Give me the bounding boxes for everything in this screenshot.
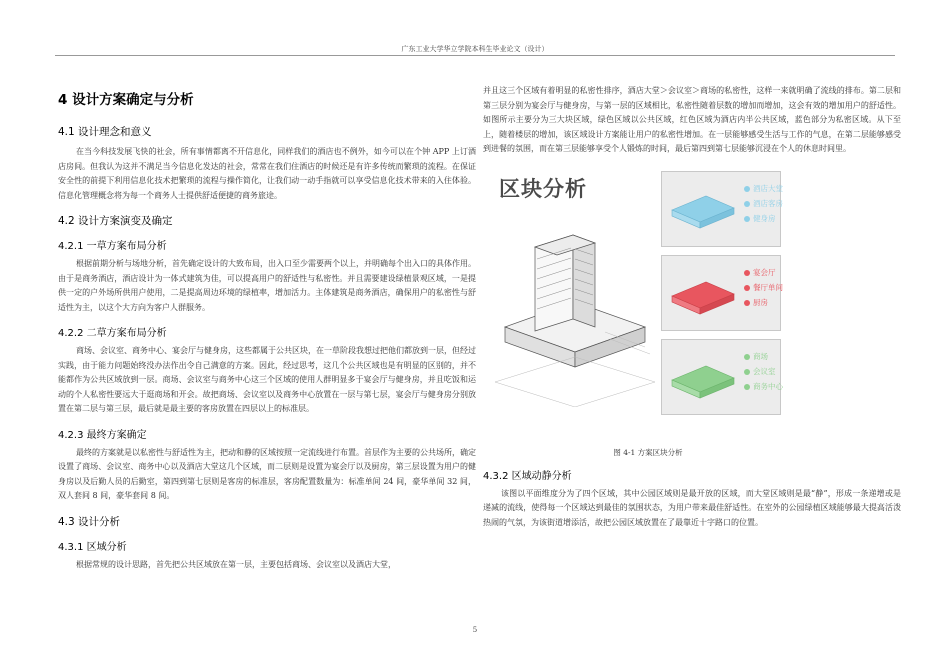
figure-caption: 图 4-1 方案区块分析 — [613, 447, 683, 457]
section-4-3-title: 4.3 设计分析 — [58, 515, 121, 528]
building-illustration — [495, 207, 655, 407]
section-4-2-2-paragraph: 商场、会议室、商务中心、宴会厅与健身房，这些都属于公共区块，在一草阶段我想过把他们都放到一层，但经过实践，由于能力问题始终没办法作出令自己满意的方案。因此，经过思考，这几个公共区域也是有明显的区别的，并不能都作为公共区域放到一层。商场、会议室与商务中心这三个区域的使用人群明显多于宴会厅与健身房，并且吃饭和运动的个人私密性要远大于逛商场和开会。故把商场、会议室以及商务中心放置在一层与第七层，宴会厅与健身房分别放置在第二层与第三层，最后就是最主要的客房放置在四层以上的标准层。 — [58, 346, 476, 413]
section-4-3-1-paragraph: 根据常规的设计思路，首先把公共区域放在第一层，主要包括商场、会议室以及酒店大堂， — [76, 559, 396, 569]
section-4-2-3-title: 4.2.3 最终方案确定 — [58, 429, 147, 441]
legend-dot-red — [744, 285, 750, 291]
left-column — [58, 62, 476, 572]
section-4-3-2-title: 4.3.2 区域动静分析 — [483, 470, 572, 482]
section-4-2-1-title: 4.2.1 一草方案布局分析 — [58, 241, 167, 252]
legend-dot-red — [744, 270, 750, 276]
legend-dot-green — [744, 384, 750, 390]
legend-dot-blue — [744, 186, 750, 192]
floor-block-blue — [668, 184, 738, 234]
floor-block-green — [668, 354, 738, 404]
legend-dot-blue — [744, 201, 750, 207]
legend-dot-green — [744, 354, 750, 360]
section-4-3-2-paragraph: 该图以平面维度分为了四个区域，其中公园区域则是最开放的区域，而大堂区域则是最“静”，形成一条递增或是递减的流线，使得每一个区域达到最佳的氛围状态，为用户带来最佳舒适性。在室外的公园绿植区域能够最大提高活泼热闹的气氛，为该街道增添活，故把公园区域放置在了最靠近十字路口的位置。 — [483, 488, 901, 527]
legend-dot-red — [744, 300, 750, 306]
legend-red-2: 餐厅单间 — [744, 282, 783, 293]
legend-dot-green — [744, 369, 750, 375]
legend-green-2: 会议室 — [744, 366, 776, 377]
legend-dot-blue — [744, 216, 750, 222]
legend-blue-1: 酒店大堂 — [744, 183, 783, 194]
section-4-2-title: 4.2 设计方案演变及确定 — [58, 215, 173, 227]
legend-green-1: 商场 — [744, 351, 768, 362]
floor-block-red — [668, 270, 738, 320]
section-4-1-paragraph: 在当今科技发展飞快的社会，所有事情都离不开信息化，同样我们的酒店也不例外，如今可以在个钟 APP 上订酒店房间。但我认为这并不满足当今信息化发达的社会，常常在我们住酒店的时候还是有许多传统而繁琐的流程。在保证安全性的前提下利用信息化技术把繁琐的流程与操作简化，让我们动一动手指就可以享受信息化技术带来的入住体验。信息化管理概念将为每一个商务人士提供舒适便捷的商务旅途。 — [58, 147, 476, 200]
legend-blue-3: 健身房 — [744, 213, 776, 224]
section-4-3-1-continued: 并且这三个区域有着明显的私密性排序，酒店大堂＞会议室＞商场的私密性，这样一来就明确了流线的排布。第二层和第三层分别为宴会厅与健身房，与第一层的区域相比，私密性随着层数的增加而增加，这会有效的增加用户的舒适性。如图所示主要分为三大块区域，绿色区域以公共区域，红色区域为酒店内半公共区域，蓝色部分为私密区域。从下至上，随着楼层的增加，该区域设计方案能让用户的私密性增加。在一层能够感受生活与工作的气息，在第二层能够感受到进餐的氛围，而在第三层能够享受个人锻炼的时间，最后第四到第七层能够沉浸在个人的休息时间里。 — [483, 86, 901, 153]
section-4-2-1-paragraph: 根据前期分析与场地分析，首先确定设计的大致布局，出入口至少需要两个以上，并明确每个出入口的具体作用。由于是商务酒店，酒店设计为一体式建筑为佳，可以提高用户的舒适性与私密性。并且需要建设绿植景观区域，一是提供一定的户外场所供用户使用，二是提高周边环境的绿植率，增加活力。主体建筑是商务酒店，确保用户的私密性与舒适性为主，以这个大方向为客户人群服务。 — [58, 259, 476, 312]
page-number: 5 — [472, 626, 478, 634]
section-4-1-title: 4.1 设计理念和意义 — [58, 126, 152, 138]
section-4-2-2-title: 4.2.2 二草方案布局分析 — [58, 328, 167, 339]
section-4-2-3-paragraph: 最终的方案就是以私密性与舒适性为主，把动和静的区域按照一定流线进行布置。首层作为主要的公共场所，确定设置了商场、会议室、商务中心以及酒店大堂这几个区域，而二层则是设置为宴会厅以及厨房，第三层设置为用户的健身房以及后勤人员的后勤室，第四到第七层则是客房的标准层，客房配置数量为：标准单间 24 间，豪华单间 32 间，双人套间 8 间，豪华套间 8 间。 — [58, 447, 476, 500]
section-4-3-1-title: 4.3.1 区域分析 — [58, 541, 127, 553]
page-header: 广东工业大学华立学院本科生毕业论文（设计） — [401, 45, 549, 53]
legend-red-1: 宴会厅 — [744, 267, 776, 278]
figure-title: 区块分析 — [499, 176, 587, 201]
legend-red-3: 厨房 — [744, 297, 768, 308]
right-column — [483, 84, 901, 530]
figure-block-analysis — [495, 171, 795, 433]
legend-blue-2: 酒店客房 — [744, 198, 783, 209]
header-rule — [55, 55, 895, 56]
legend-green-3: 商务中心 — [744, 381, 783, 392]
chapter-title: 4 设计方案确定与分析 — [58, 92, 194, 108]
